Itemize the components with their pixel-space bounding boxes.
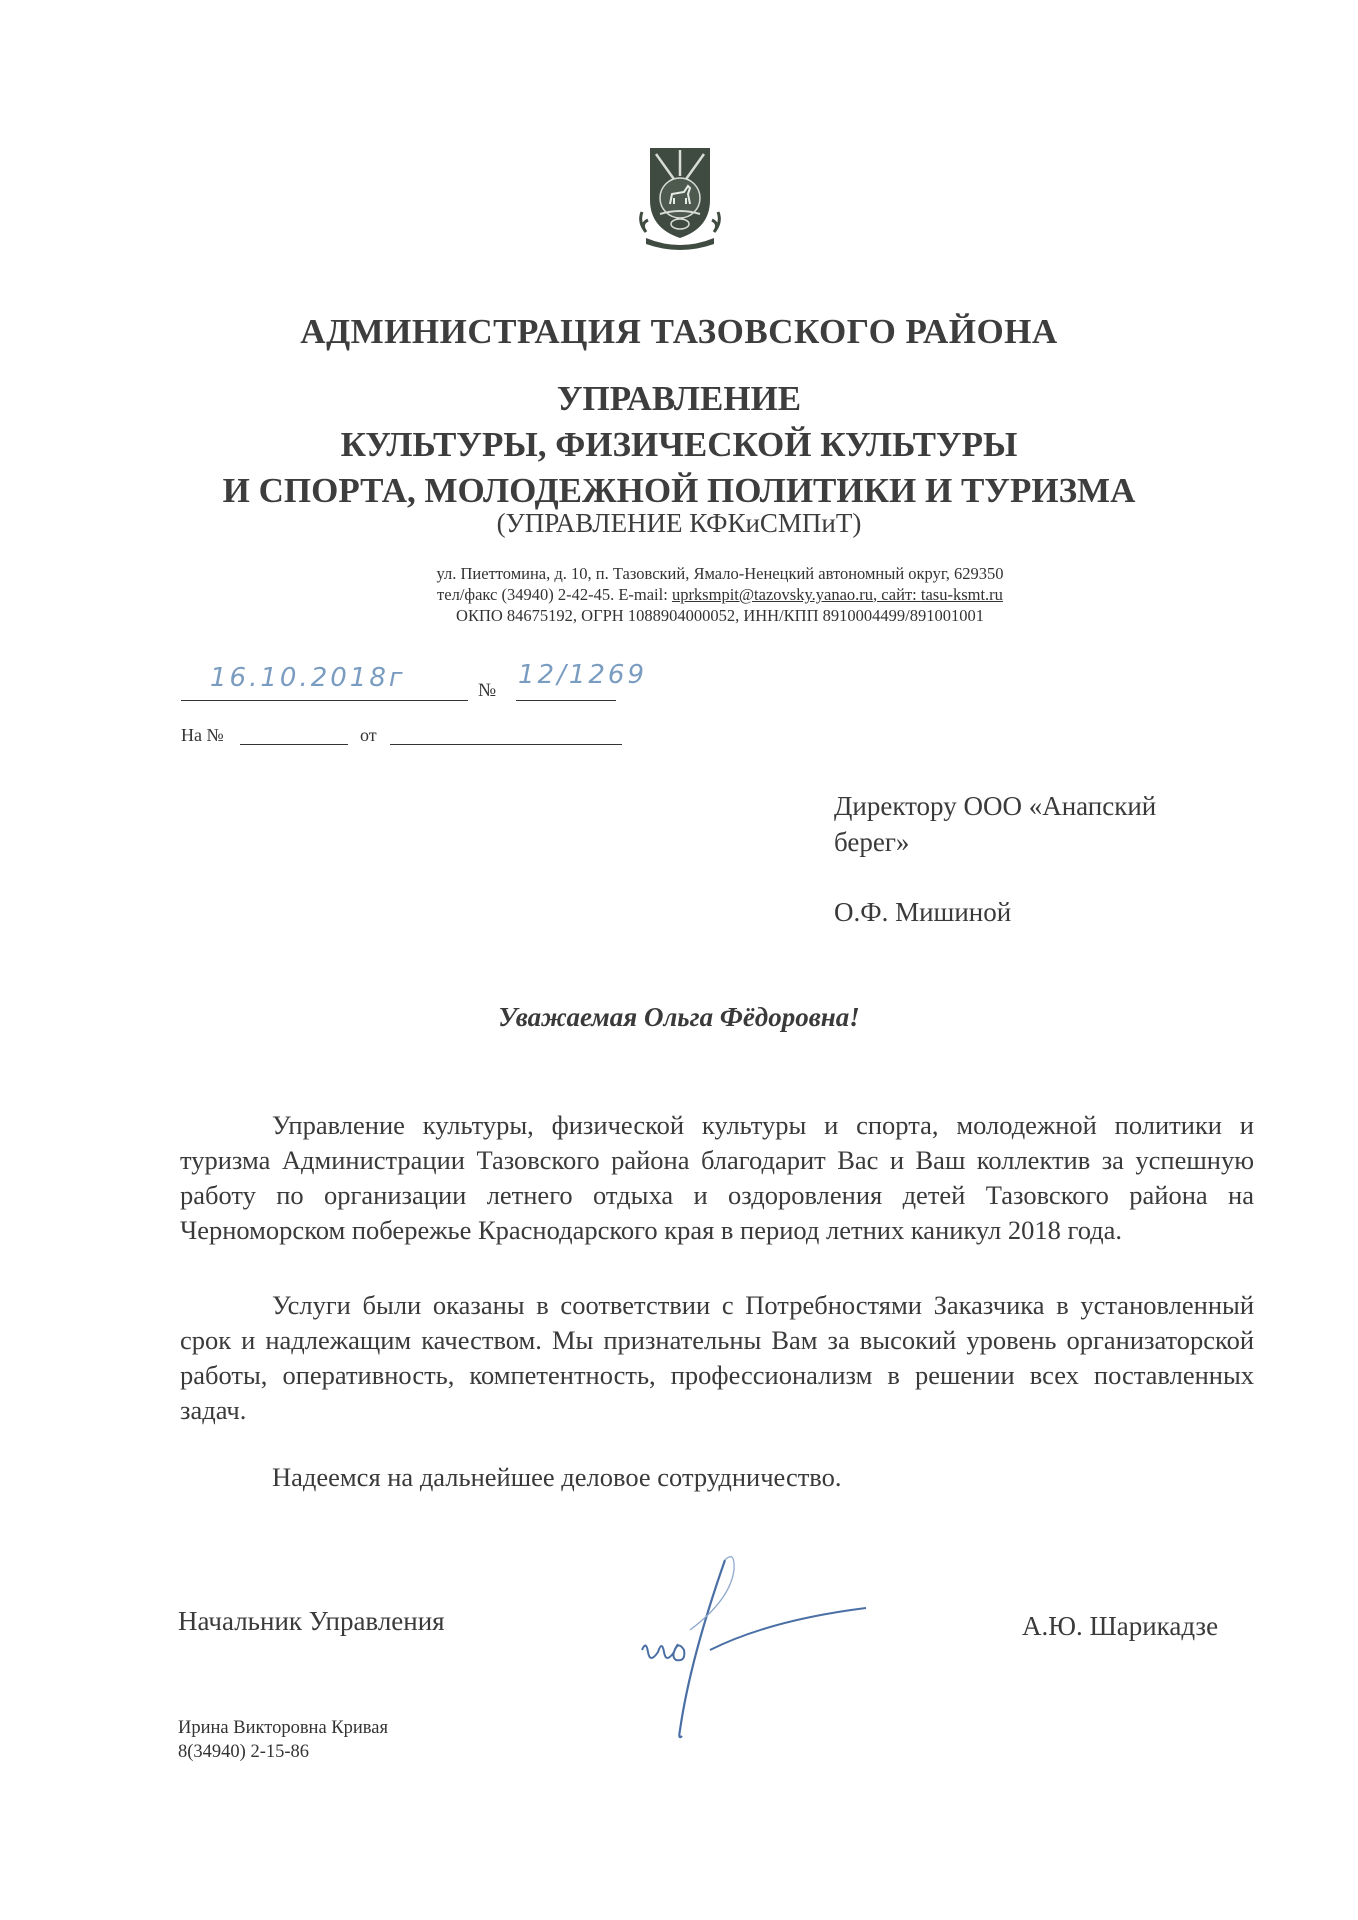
reply-label: На № [181, 725, 224, 745]
recipient-position: Директору ООО «Анапский [834, 791, 1157, 821]
date-line [181, 700, 468, 701]
paragraph-text: Услуги были оказаны в соответствии с Потребностями Заказчика в установленный срок и надлежащим качеством. Мы признательны Вам за высокий уровень организаторской работы, оперативность, компетентность, профессионализм в решении всех поставленных задач. [180, 1290, 1254, 1425]
department-title-line-3: И СПОРТА, МОЛОДЕЖНОЙ ПОЛИТИКИ И ТУРИЗМА [222, 471, 1136, 510]
department-title-line-2: КУЛЬТУРЫ, ФИЗИЧЕСКОЙ КУЛЬТУРЫ [340, 425, 1018, 464]
handwritten-date: 16.10.2018г [210, 663, 406, 693]
coat-of-arms-icon [636, 142, 724, 254]
number-sign: № [478, 680, 497, 701]
administration-title: АДМИНИСТРАЦИЯ ТАЗОВСКОГО РАЙОНА [300, 312, 1058, 351]
number-line [516, 700, 616, 701]
handwritten-number: 12/1269 [518, 660, 648, 690]
signer-title: Начальник Управления [178, 1606, 445, 1636]
department-title-line-1: УПРАВЛЕНИЕ [556, 379, 802, 418]
registration-codes: ОКПО 84675192, ОГРН 1088904000052, ИНН/КПП 8910004499/891001001 [456, 606, 984, 625]
reply-number-line [240, 744, 348, 745]
phone-text: тел/факс (34940) 2-42-45. E-mail: [437, 585, 672, 604]
contacts [360, 584, 1080, 605]
greeting: Уважаемая Ольга Фёдоровна! [498, 1002, 860, 1032]
executor-phone: 8(34940) 2-15-86 [178, 1742, 310, 1762]
from-date-line [390, 744, 622, 745]
recipient-company: берег» [834, 827, 910, 857]
executor-name: Ирина Викторовна Кривая [178, 1718, 388, 1738]
body-paragraph-1 [180, 1108, 1254, 1248]
body-paragraph-2 [180, 1288, 1254, 1428]
site-prefix: , сайт: [873, 585, 921, 604]
site-link[interactable]: tasu-ksmt.ru [920, 585, 1003, 604]
from-label: от [360, 725, 377, 745]
paragraph-text: Управление культуры, физической культуры и спорта, молодежной политики и туризма Администрации Тазовского района благодарит Вас и Ваш коллектив за успешную работу по организации летнего отдыха и оздоровления детей Тазовского района на Черноморском побережье Краснодарского края в период летних каникул 2018 года. [180, 1110, 1254, 1245]
department-abbreviation: (УПРАВЛЕНИЕ КФКиСМПиТ) [496, 508, 862, 538]
handwritten-signature [630, 1540, 870, 1760]
recipient-name: О.Ф. Мишиной [834, 897, 1012, 927]
signer-name: А.Ю. Шарикадзе [1022, 1611, 1219, 1641]
paragraph-text: Надеемся на дальнейшее деловое сотрудничество. [272, 1462, 842, 1492]
body-paragraph-3 [180, 1460, 1254, 1495]
email-link[interactable]: uprksmpit@tazovsky.yanao.ru [671, 585, 874, 604]
address: ул. Пиеттомина, д. 10, п. Тазовский, Ямало-Ненецкий автономный округ, 629350 [436, 564, 1004, 583]
